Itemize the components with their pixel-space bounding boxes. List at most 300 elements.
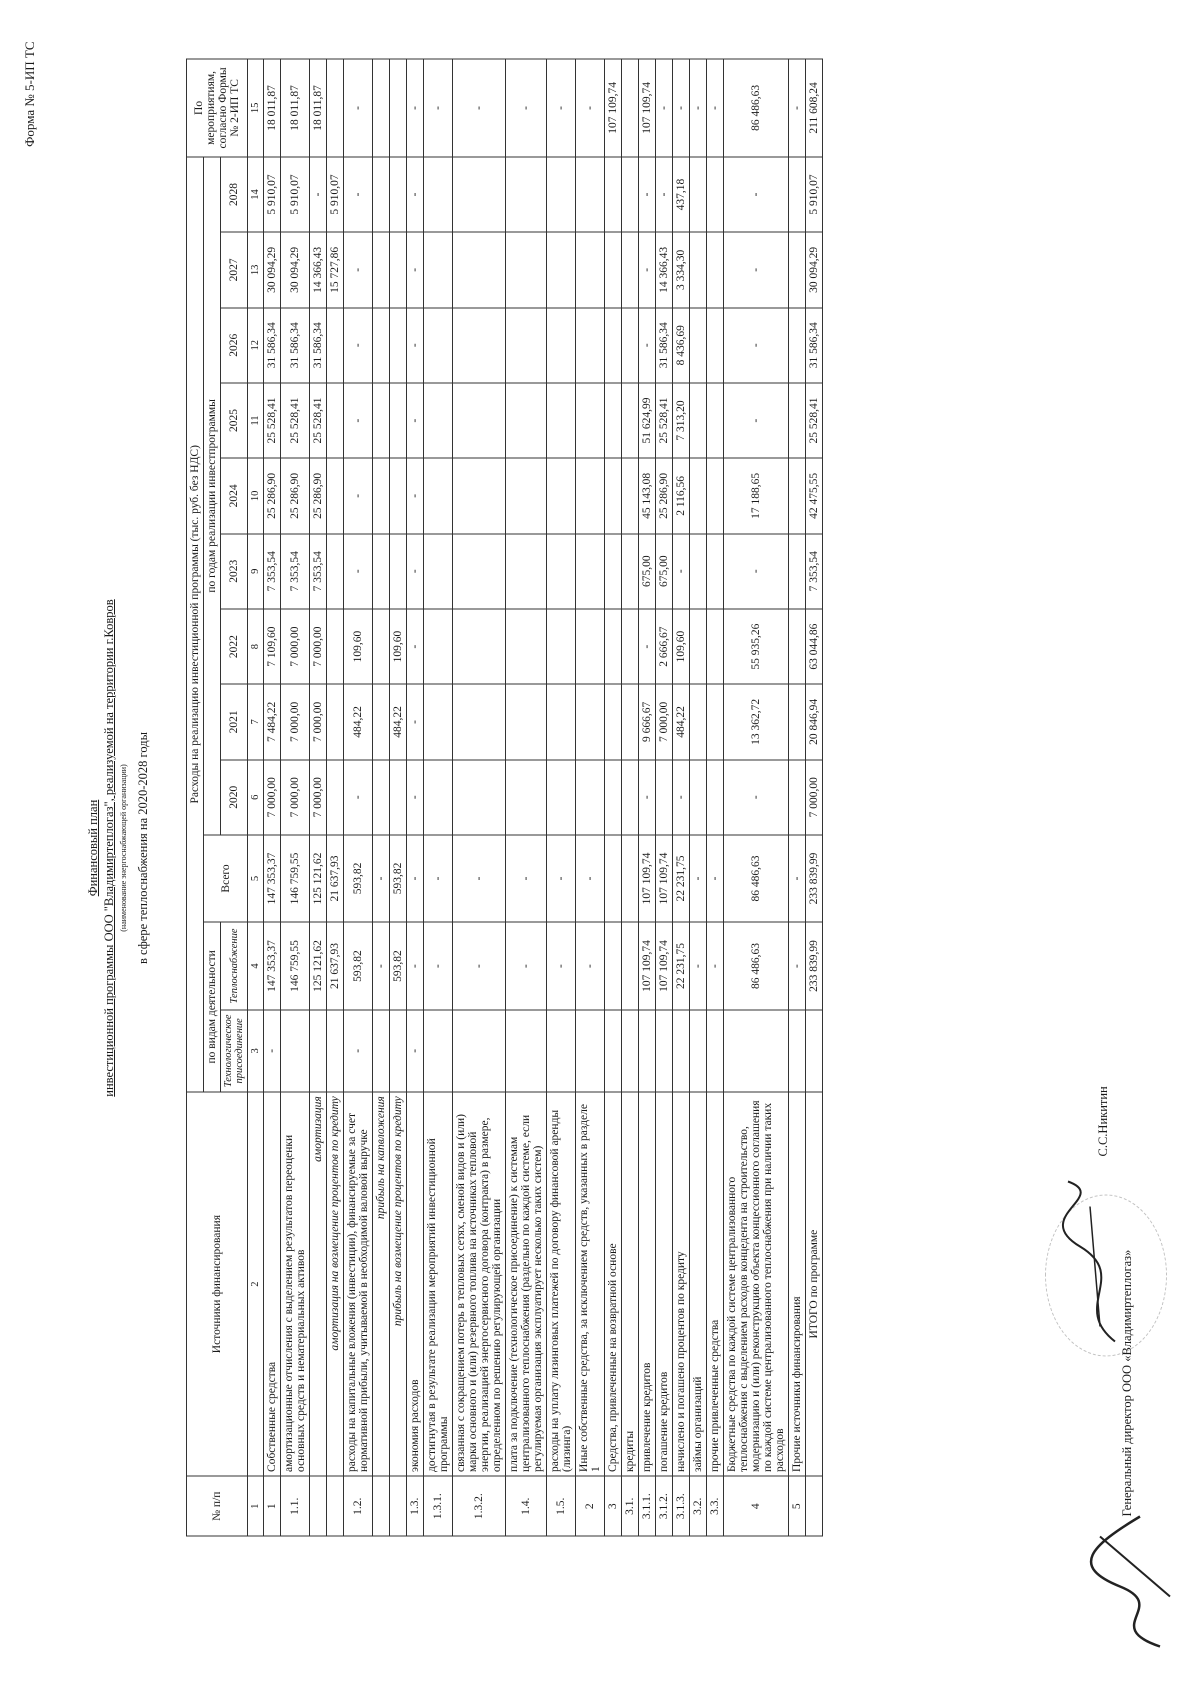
row-value: 147 353,37	[264, 922, 281, 1010]
row-value: 20 846,94	[806, 684, 823, 759]
footer-position: Генеральный директор ООО «Владимиртеплогаз»	[1120, 1249, 1134, 1517]
row-value	[327, 308, 344, 383]
row-value: -	[707, 922, 724, 1010]
row-number: 1.3.2.	[453, 1476, 506, 1536]
row-value	[690, 534, 707, 609]
row-value: -	[547, 835, 576, 922]
row-value	[656, 1010, 673, 1092]
row-value: 7 353,54	[264, 534, 281, 609]
row-number: 1.5.	[547, 1476, 576, 1536]
row-value: 22 231,75	[673, 922, 690, 1010]
row-value: 63 044,86	[806, 609, 823, 684]
row-source-name: начислено и погашено процентов по кредиту	[673, 1092, 690, 1477]
row-value	[576, 1010, 605, 1092]
row-value	[424, 308, 453, 383]
row-value: -	[656, 157, 673, 232]
row-value	[373, 534, 390, 609]
row-value	[605, 684, 622, 759]
row-source-name: расходы на уплату лизинговых платежей по договору финансовой аренды (лизинга)	[547, 1092, 576, 1477]
row-value	[605, 458, 622, 533]
col-num-header: № п/п	[187, 1476, 248, 1536]
row-value	[373, 760, 390, 835]
row-source-name: амортизация на возмещение процентов по кредиту	[327, 1092, 344, 1477]
row-value: -	[453, 59, 506, 157]
row-value: -	[407, 534, 424, 609]
row-value: -	[373, 922, 390, 1010]
table-row	[673, 59, 690, 1536]
row-source-name: прибыль на возмещение процентов по кредиту	[390, 1092, 407, 1477]
row-value	[576, 458, 605, 533]
row-number: 1.2.	[344, 1476, 373, 1536]
row-value: -	[407, 157, 424, 232]
row-value: -	[424, 59, 453, 157]
row-value	[373, 458, 390, 533]
col-source-header: Источники финансирования	[187, 1092, 248, 1477]
col-measures-header: По мероприятиям, согласно Формы № 2-ИП ТС	[187, 59, 248, 157]
row-value	[547, 1010, 576, 1092]
row-value	[690, 458, 707, 533]
row-value: 211 608,24	[806, 59, 823, 157]
row-value: -	[673, 534, 690, 609]
col-number: 12	[248, 308, 264, 383]
table-row	[373, 59, 390, 1536]
row-number: 3.2.	[690, 1476, 707, 1536]
row-value: -	[707, 835, 724, 922]
row-value	[707, 458, 724, 533]
row-value	[506, 383, 547, 458]
row-value	[373, 59, 390, 157]
row-value	[547, 609, 576, 684]
row-value	[547, 458, 576, 533]
row-value: -	[690, 922, 707, 1010]
row-value: -	[407, 59, 424, 157]
row-value	[424, 609, 453, 684]
year-header: 2021	[221, 684, 248, 759]
subtitle: инвестиционной программы ООО "Владимиртеплогаз", реализуемой на территории г.Ковров	[102, 599, 116, 1097]
row-value	[547, 157, 576, 232]
year-header: 2026	[221, 308, 248, 383]
row-value: 107 109,74	[605, 59, 622, 157]
row-value: 233 839,99	[806, 835, 823, 922]
row-value: -	[344, 59, 373, 157]
row-value: -	[344, 383, 373, 458]
row-value: 593,82	[390, 922, 407, 1010]
row-value: 9 666,67	[639, 684, 656, 759]
row-value	[605, 308, 622, 383]
row-value: 86 486,63	[724, 922, 789, 1010]
row-value: -	[453, 835, 506, 922]
row-value: -	[407, 609, 424, 684]
row-value: 7 000,00	[281, 684, 310, 759]
row-value	[576, 534, 605, 609]
row-source-name: достигнутая в результате реализации мероприятий инвестиционной программы	[424, 1092, 453, 1477]
row-value	[690, 157, 707, 232]
row-value	[424, 534, 453, 609]
col-number: 6	[248, 760, 264, 835]
row-value	[605, 383, 622, 458]
row-value	[547, 232, 576, 307]
row-value	[605, 835, 622, 922]
col-tech-header: Технологическое присоединение	[221, 1010, 248, 1092]
row-value	[547, 308, 576, 383]
row-value: 25 286,90	[264, 458, 281, 533]
row-value	[390, 232, 407, 307]
row-value: -	[264, 1010, 281, 1092]
table-row	[281, 59, 310, 1536]
table-row	[656, 59, 673, 1536]
row-value	[707, 760, 724, 835]
row-number	[806, 1476, 823, 1536]
row-number	[327, 1476, 344, 1536]
row-value	[327, 609, 344, 684]
row-value	[506, 534, 547, 609]
row-value	[390, 383, 407, 458]
year-header: 2027	[221, 232, 248, 307]
row-value	[576, 232, 605, 307]
row-value: -	[310, 157, 327, 232]
row-value: -	[407, 458, 424, 533]
row-value	[690, 609, 707, 684]
row-number: 1.4.	[506, 1476, 547, 1536]
row-value: 22 231,75	[673, 835, 690, 922]
row-value	[547, 383, 576, 458]
row-value	[327, 59, 344, 157]
row-source-name: погашение кредитов	[656, 1092, 673, 1477]
row-value	[707, 684, 724, 759]
row-value: -	[789, 59, 806, 157]
row-value	[707, 609, 724, 684]
row-value	[789, 609, 806, 684]
table-row	[806, 59, 823, 1536]
table-row	[576, 59, 605, 1536]
row-value: -	[344, 1010, 373, 1092]
row-value	[424, 760, 453, 835]
row-value: 593,82	[390, 835, 407, 922]
row-source-name: прочие привлеченные средства	[707, 1092, 724, 1477]
row-number	[310, 1476, 327, 1536]
row-value: 21 637,93	[327, 922, 344, 1010]
row-value	[576, 308, 605, 383]
col-number: 5	[248, 835, 264, 922]
row-value	[605, 232, 622, 307]
col-number: 7	[248, 684, 264, 759]
row-value: 13 362,72	[724, 684, 789, 759]
col-number: 4	[248, 922, 264, 1010]
row-value	[622, 534, 639, 609]
row-value: 5 910,07	[281, 157, 310, 232]
row-source-name: связанная с сокращением потерь в тепловых сетях, сменой видов и (или) марки основного и (или) резервного топлива на источниках тепловой энергии, реализацией энергосервисного договора (контракта) в размере, определенном по решению регулирующей организации	[453, 1092, 506, 1477]
col-number: 3	[248, 1010, 264, 1092]
row-value	[605, 1010, 622, 1092]
year-header: 2020	[221, 760, 248, 835]
row-value: 42 475,55	[806, 458, 823, 533]
row-value: 7 353,54	[806, 534, 823, 609]
row-value: -	[344, 760, 373, 835]
col-number: 8	[248, 609, 264, 684]
numbering-row	[248, 59, 264, 1536]
title: Финансовый план	[86, 799, 100, 897]
row-value	[453, 383, 506, 458]
row-value	[506, 609, 547, 684]
row-value	[576, 383, 605, 458]
row-value	[622, 383, 639, 458]
row-value	[806, 1010, 823, 1092]
row-value: -	[547, 59, 576, 157]
row-value: 593,82	[344, 835, 373, 922]
row-value	[690, 684, 707, 759]
row-value: 7 109,60	[264, 609, 281, 684]
row-value	[547, 684, 576, 759]
row-value	[310, 1010, 327, 1092]
row-value: 31 586,34	[656, 308, 673, 383]
row-value: -	[576, 922, 605, 1010]
row-value: -	[690, 835, 707, 922]
row-value: 5 910,07	[806, 157, 823, 232]
row-value: 484,22	[344, 684, 373, 759]
row-value: 25 528,41	[281, 383, 310, 458]
row-value: 21 637,93	[327, 835, 344, 922]
row-value: 86 486,63	[724, 835, 789, 922]
row-value: 593,82	[344, 922, 373, 1010]
row-value	[724, 1010, 789, 1092]
row-value	[707, 534, 724, 609]
row-value	[622, 922, 639, 1010]
col-years-header: по годам реализации инвестпрограммы	[204, 157, 221, 835]
row-value	[390, 534, 407, 609]
row-value: 484,22	[390, 684, 407, 759]
form-number: Форма № 5-ИП ТС	[22, 41, 37, 147]
row-value: 7 000,00	[310, 684, 327, 759]
row-value	[390, 458, 407, 533]
row-value: -	[724, 534, 789, 609]
row-value	[576, 609, 605, 684]
row-source-name: плата за подключение (технологическое присоединение) к системам централизованного теплоснабжения (раздельно по каждой системе, если регулируемая организация эксплуатирует несколько таких систем)	[506, 1092, 547, 1477]
row-value: 675,00	[639, 534, 656, 609]
row-value	[453, 232, 506, 307]
row-source-name: расходы на капитальные вложения (инвестиции), финансируемые за счет нормативной прибыли, учитываемой в необходимой валовой выручке	[344, 1092, 373, 1477]
row-value: 14 366,43	[656, 232, 673, 307]
row-value	[424, 383, 453, 458]
row-value: 14 366,43	[310, 232, 327, 307]
row-value: -	[707, 59, 724, 157]
row-value: 7 353,54	[281, 534, 310, 609]
row-value	[390, 1010, 407, 1092]
row-value: 146 759,55	[281, 835, 310, 922]
row-number: 3.1.2.	[656, 1476, 673, 1536]
row-value	[789, 458, 806, 533]
period-text: в сфере теплоснабжения на 2020-2028 годы	[136, 731, 150, 965]
row-value	[622, 232, 639, 307]
table-row	[690, 59, 707, 1536]
row-value: -	[373, 835, 390, 922]
row-value	[390, 760, 407, 835]
row-source-name: экономия расходов	[407, 1092, 424, 1477]
row-value: 109,60	[390, 609, 407, 684]
row-value	[327, 760, 344, 835]
row-value: -	[506, 835, 547, 922]
row-value	[506, 760, 547, 835]
row-value: 45 143,08	[639, 458, 656, 533]
row-value: 8 436,69	[673, 308, 690, 383]
row-number: 3.1.3.	[673, 1476, 690, 1536]
row-value	[281, 1010, 310, 1092]
row-value: 7 000,00	[281, 609, 310, 684]
row-value	[327, 684, 344, 759]
row-value: 107 109,74	[639, 922, 656, 1010]
row-value: 31 586,34	[264, 308, 281, 383]
table-row	[547, 59, 576, 1536]
row-value: -	[344, 308, 373, 383]
row-value: -	[344, 534, 373, 609]
row-value: -	[639, 232, 656, 307]
row-value: 25 528,41	[656, 383, 673, 458]
row-value: 31 586,34	[310, 308, 327, 383]
row-value: 25 528,41	[806, 383, 823, 458]
row-value: -	[673, 59, 690, 157]
row-value: -	[407, 232, 424, 307]
table-row	[506, 59, 547, 1536]
row-value	[390, 308, 407, 383]
row-value: -	[424, 922, 453, 1010]
row-value	[390, 59, 407, 157]
row-value: -	[407, 684, 424, 759]
row-value: -	[407, 922, 424, 1010]
row-number: 1.3.	[407, 1476, 424, 1536]
row-value: 18 011,87	[281, 59, 310, 157]
row-value	[547, 534, 576, 609]
row-value: -	[789, 835, 806, 922]
row-value	[506, 684, 547, 759]
row-value	[506, 157, 547, 232]
row-number: 1	[264, 1476, 281, 1536]
row-value: -	[673, 760, 690, 835]
row-value: 7 000,00	[310, 760, 327, 835]
row-value	[506, 232, 547, 307]
row-source-name: амортизационные отчисления с выделением результатов переоценки основных средств и нематериальных активов	[281, 1092, 310, 1477]
row-value	[789, 760, 806, 835]
col-number: 14	[248, 157, 264, 232]
row-value: 2 666,67	[656, 609, 673, 684]
row-source-name: Иные собственные средства, за исключением средств, указанных в разделе 1	[576, 1092, 605, 1477]
row-value: 7 000,00	[310, 609, 327, 684]
row-value	[453, 157, 506, 232]
row-value	[576, 760, 605, 835]
row-value	[373, 684, 390, 759]
row-value	[373, 1010, 390, 1092]
col-activity-header: по видам деятельности	[204, 922, 221, 1092]
row-number	[390, 1476, 407, 1536]
row-value	[576, 157, 605, 232]
row-source-name: Средства, привлеченные на возвратной основе	[605, 1092, 622, 1477]
row-value	[576, 684, 605, 759]
row-value: 55 935,26	[724, 609, 789, 684]
row-value	[605, 157, 622, 232]
table-row	[264, 59, 281, 1536]
row-value: 3 334,30	[673, 232, 690, 307]
table-row	[724, 59, 789, 1536]
table-row	[407, 59, 424, 1536]
row-source-name: прибыль на капвложения	[373, 1092, 390, 1477]
row-value: 675,00	[656, 534, 673, 609]
row-value: 109,60	[673, 609, 690, 684]
row-value	[373, 609, 390, 684]
row-number: 4	[724, 1476, 789, 1536]
row-value: 86 486,63	[724, 59, 789, 157]
row-value: 7 000,00	[264, 760, 281, 835]
row-value: -	[690, 59, 707, 157]
row-value: -	[344, 157, 373, 232]
row-value: -	[506, 59, 547, 157]
row-value	[622, 157, 639, 232]
row-value: -	[506, 922, 547, 1010]
row-number	[373, 1476, 390, 1536]
row-value	[424, 232, 453, 307]
row-value: 107 109,74	[639, 59, 656, 157]
row-value: -	[407, 835, 424, 922]
table-row	[639, 59, 656, 1536]
row-value	[373, 308, 390, 383]
row-value	[656, 760, 673, 835]
row-value: -	[547, 922, 576, 1010]
row-value: -	[407, 1010, 424, 1092]
row-value	[453, 458, 506, 533]
row-value: 7 000,00	[656, 684, 673, 759]
row-value	[327, 458, 344, 533]
row-value	[673, 1010, 690, 1092]
row-value: 25 286,90	[656, 458, 673, 533]
row-value	[373, 232, 390, 307]
row-value: 107 109,74	[656, 835, 673, 922]
table-row	[390, 59, 407, 1536]
row-value	[622, 835, 639, 922]
row-value: -	[576, 835, 605, 922]
row-value: 30 094,29	[281, 232, 310, 307]
year-header: 2025	[221, 383, 248, 458]
row-value	[789, 534, 806, 609]
row-value: -	[639, 157, 656, 232]
row-source-name: Бюджетные средства по каждой системе централизованного теплоснабжения с выделением расходов концедента на строительство, модернизацию и (или) реконструкцию объекта концессионного соглашения по каждой системе централизованного теплоснабжения при наличии таких расходов	[724, 1092, 789, 1477]
row-value	[622, 684, 639, 759]
financial-plan-table	[186, 59, 823, 1537]
row-value: -	[639, 308, 656, 383]
row-value: 51 624,99	[639, 383, 656, 458]
row-value: 25 528,41	[264, 383, 281, 458]
row-value	[639, 1010, 656, 1092]
row-value	[707, 1010, 724, 1092]
footer-signer: С.С.Никитин	[1096, 1086, 1110, 1157]
row-value	[707, 383, 724, 458]
row-value	[605, 760, 622, 835]
row-value: -	[576, 59, 605, 157]
row-value	[605, 609, 622, 684]
col-number: 11	[248, 383, 264, 458]
row-number: 3.1.1.	[639, 1476, 656, 1536]
row-value: 7 313,20	[673, 383, 690, 458]
row-value	[789, 232, 806, 307]
row-value	[373, 157, 390, 232]
row-number: 1.3.1.	[424, 1476, 453, 1536]
row-source-name: амортизация	[310, 1092, 327, 1477]
row-value: 5 910,07	[264, 157, 281, 232]
row-value: 107 109,74	[639, 835, 656, 922]
row-source-name: Собственные средства	[264, 1092, 281, 1477]
row-value: -	[724, 157, 789, 232]
col-expenses-header: Расходы на реализацию инвестиционной программы (тыс. руб. без НДС)	[187, 157, 204, 1092]
row-value	[690, 1010, 707, 1092]
table-row	[605, 59, 622, 1536]
row-value	[506, 458, 547, 533]
row-value: 2 116,56	[673, 458, 690, 533]
